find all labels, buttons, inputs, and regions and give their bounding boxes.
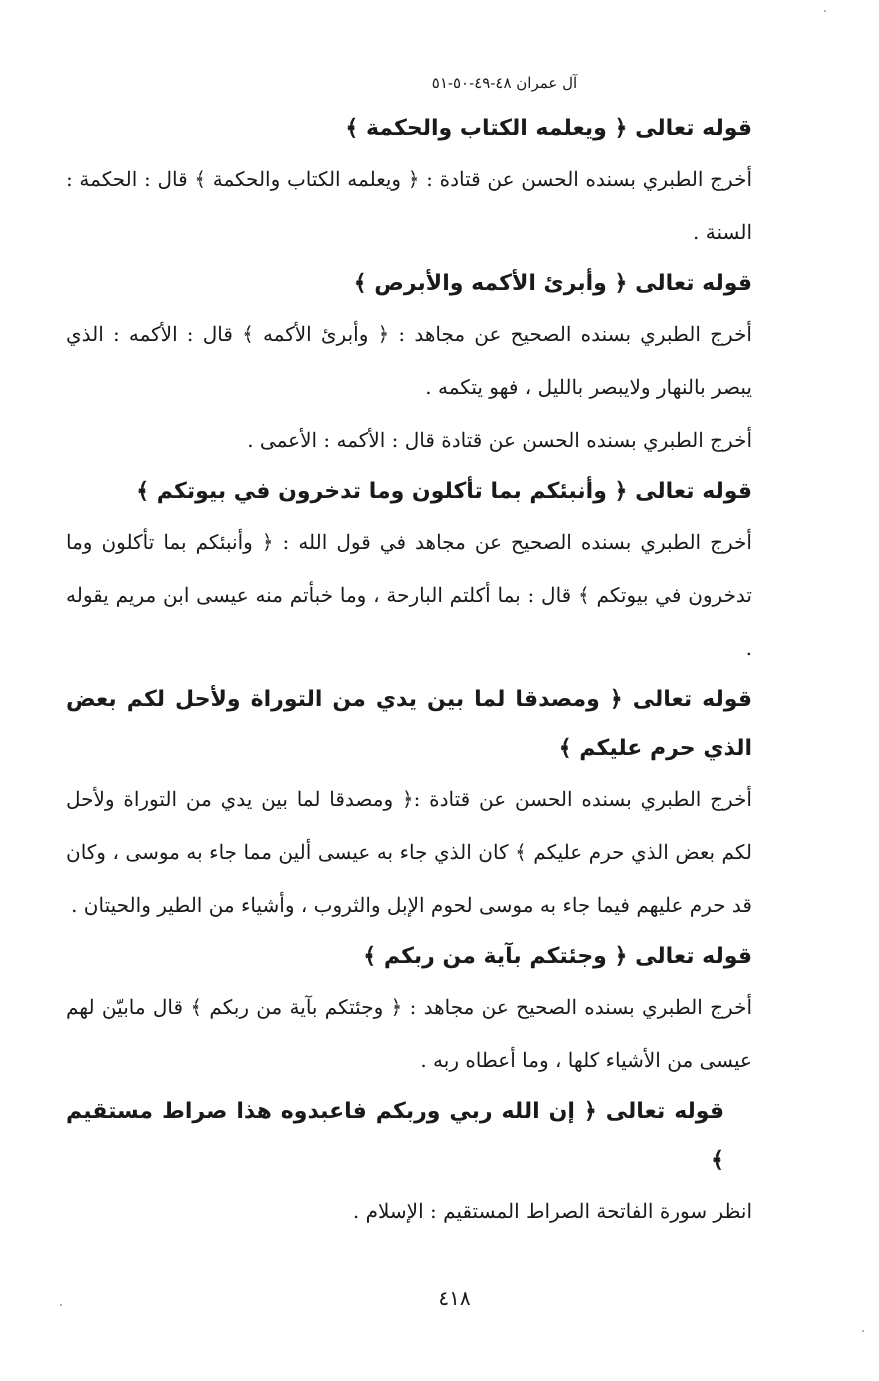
scan-speck bbox=[824, 10, 826, 12]
paragraph: أخرج الطبري بسنده الحسن عن قتادة قال : الأكمه : الأعمى . bbox=[247, 428, 752, 452]
section-heading: قوله تعالى ﴿ ومصدقا لما بين يدي من التوراة ولأحل لكم بعض الذي حرم عليكم ﴾ bbox=[66, 687, 752, 761]
page-body bbox=[66, 104, 782, 1238]
section-heading: قوله تعالى ﴿ وأنبئكم بما تأكلون وما تدخرون في بيوتكم ﴾ bbox=[136, 479, 752, 504]
section-heading: قوله تعالى ﴿ إن الله ربي وربكم فاعبدوه هذا صراط مستقيم ﴾ bbox=[66, 1099, 724, 1173]
running-header: آل عمران ٤٨-٤٩-٥٠-٥١ bbox=[431, 74, 578, 92]
section-heading: قوله تعالى ﴿ وجئتكم بآية من ربكم ﴾ bbox=[363, 944, 752, 969]
paragraph: أخرج الطبري بسنده الحسن عن قتادة : ﴿ ويعلمه الكتاب والحكمة ﴾ قال : الحكمة : السنة . bbox=[66, 167, 752, 244]
page-number: ٤١٨ bbox=[438, 1286, 471, 1310]
paragraph: أخرج الطبري بسنده الصحيح عن مجاهد في قول الله : ﴿ وأنبئكم بما تأكلون وما تدخرون في بيوتكم ﴾ قال : بما أكلتم البارحة ، وما خبأتم منه عيسى ابن مريم يقوله . bbox=[66, 530, 752, 660]
paragraph: أخرج الطبري بسنده الحسن عن قتادة :﴿ ومصدقا لما بين يدي من التوراة ولأحل لكم بعض الذي حرم عليكم ﴾ كان الذي جاء به عيسى ألين مما جاء به موسى ، وكان قد حرم عليهم فيما جاء به موسى لحوم الإبل والثروب ، وأشياء من الطير والحيتان . bbox=[66, 787, 752, 917]
paragraph: أخرج الطبري بسنده الصحيح عن مجاهد : ﴿ وأبرئ الأكمه ﴾ قال : الأكمه : الذي يبصر بالنهار ولايبصر بالليل ، فهو يتكمه . bbox=[66, 322, 752, 399]
scan-speck bbox=[60, 1304, 62, 1306]
section-heading: قوله تعالى ﴿ ويعلمه الكتاب والحكمة ﴾ bbox=[345, 116, 752, 141]
paragraph: أخرج الطبري بسنده الصحيح عن مجاهد : ﴿ وجئتكم بآية من ربكم ﴾ قال مابيّن لهم عيسى من الأشياء كلها ، وما أعطاه ربه . bbox=[66, 995, 752, 1072]
paragraph: انظر سورة الفاتحة الصراط المستقيم : الإسلام . bbox=[352, 1199, 752, 1223]
section-heading: قوله تعالى ﴿ وأبرئ الأكمه والأبرص ﴾ bbox=[353, 271, 752, 296]
scan-speck bbox=[862, 1330, 864, 1332]
